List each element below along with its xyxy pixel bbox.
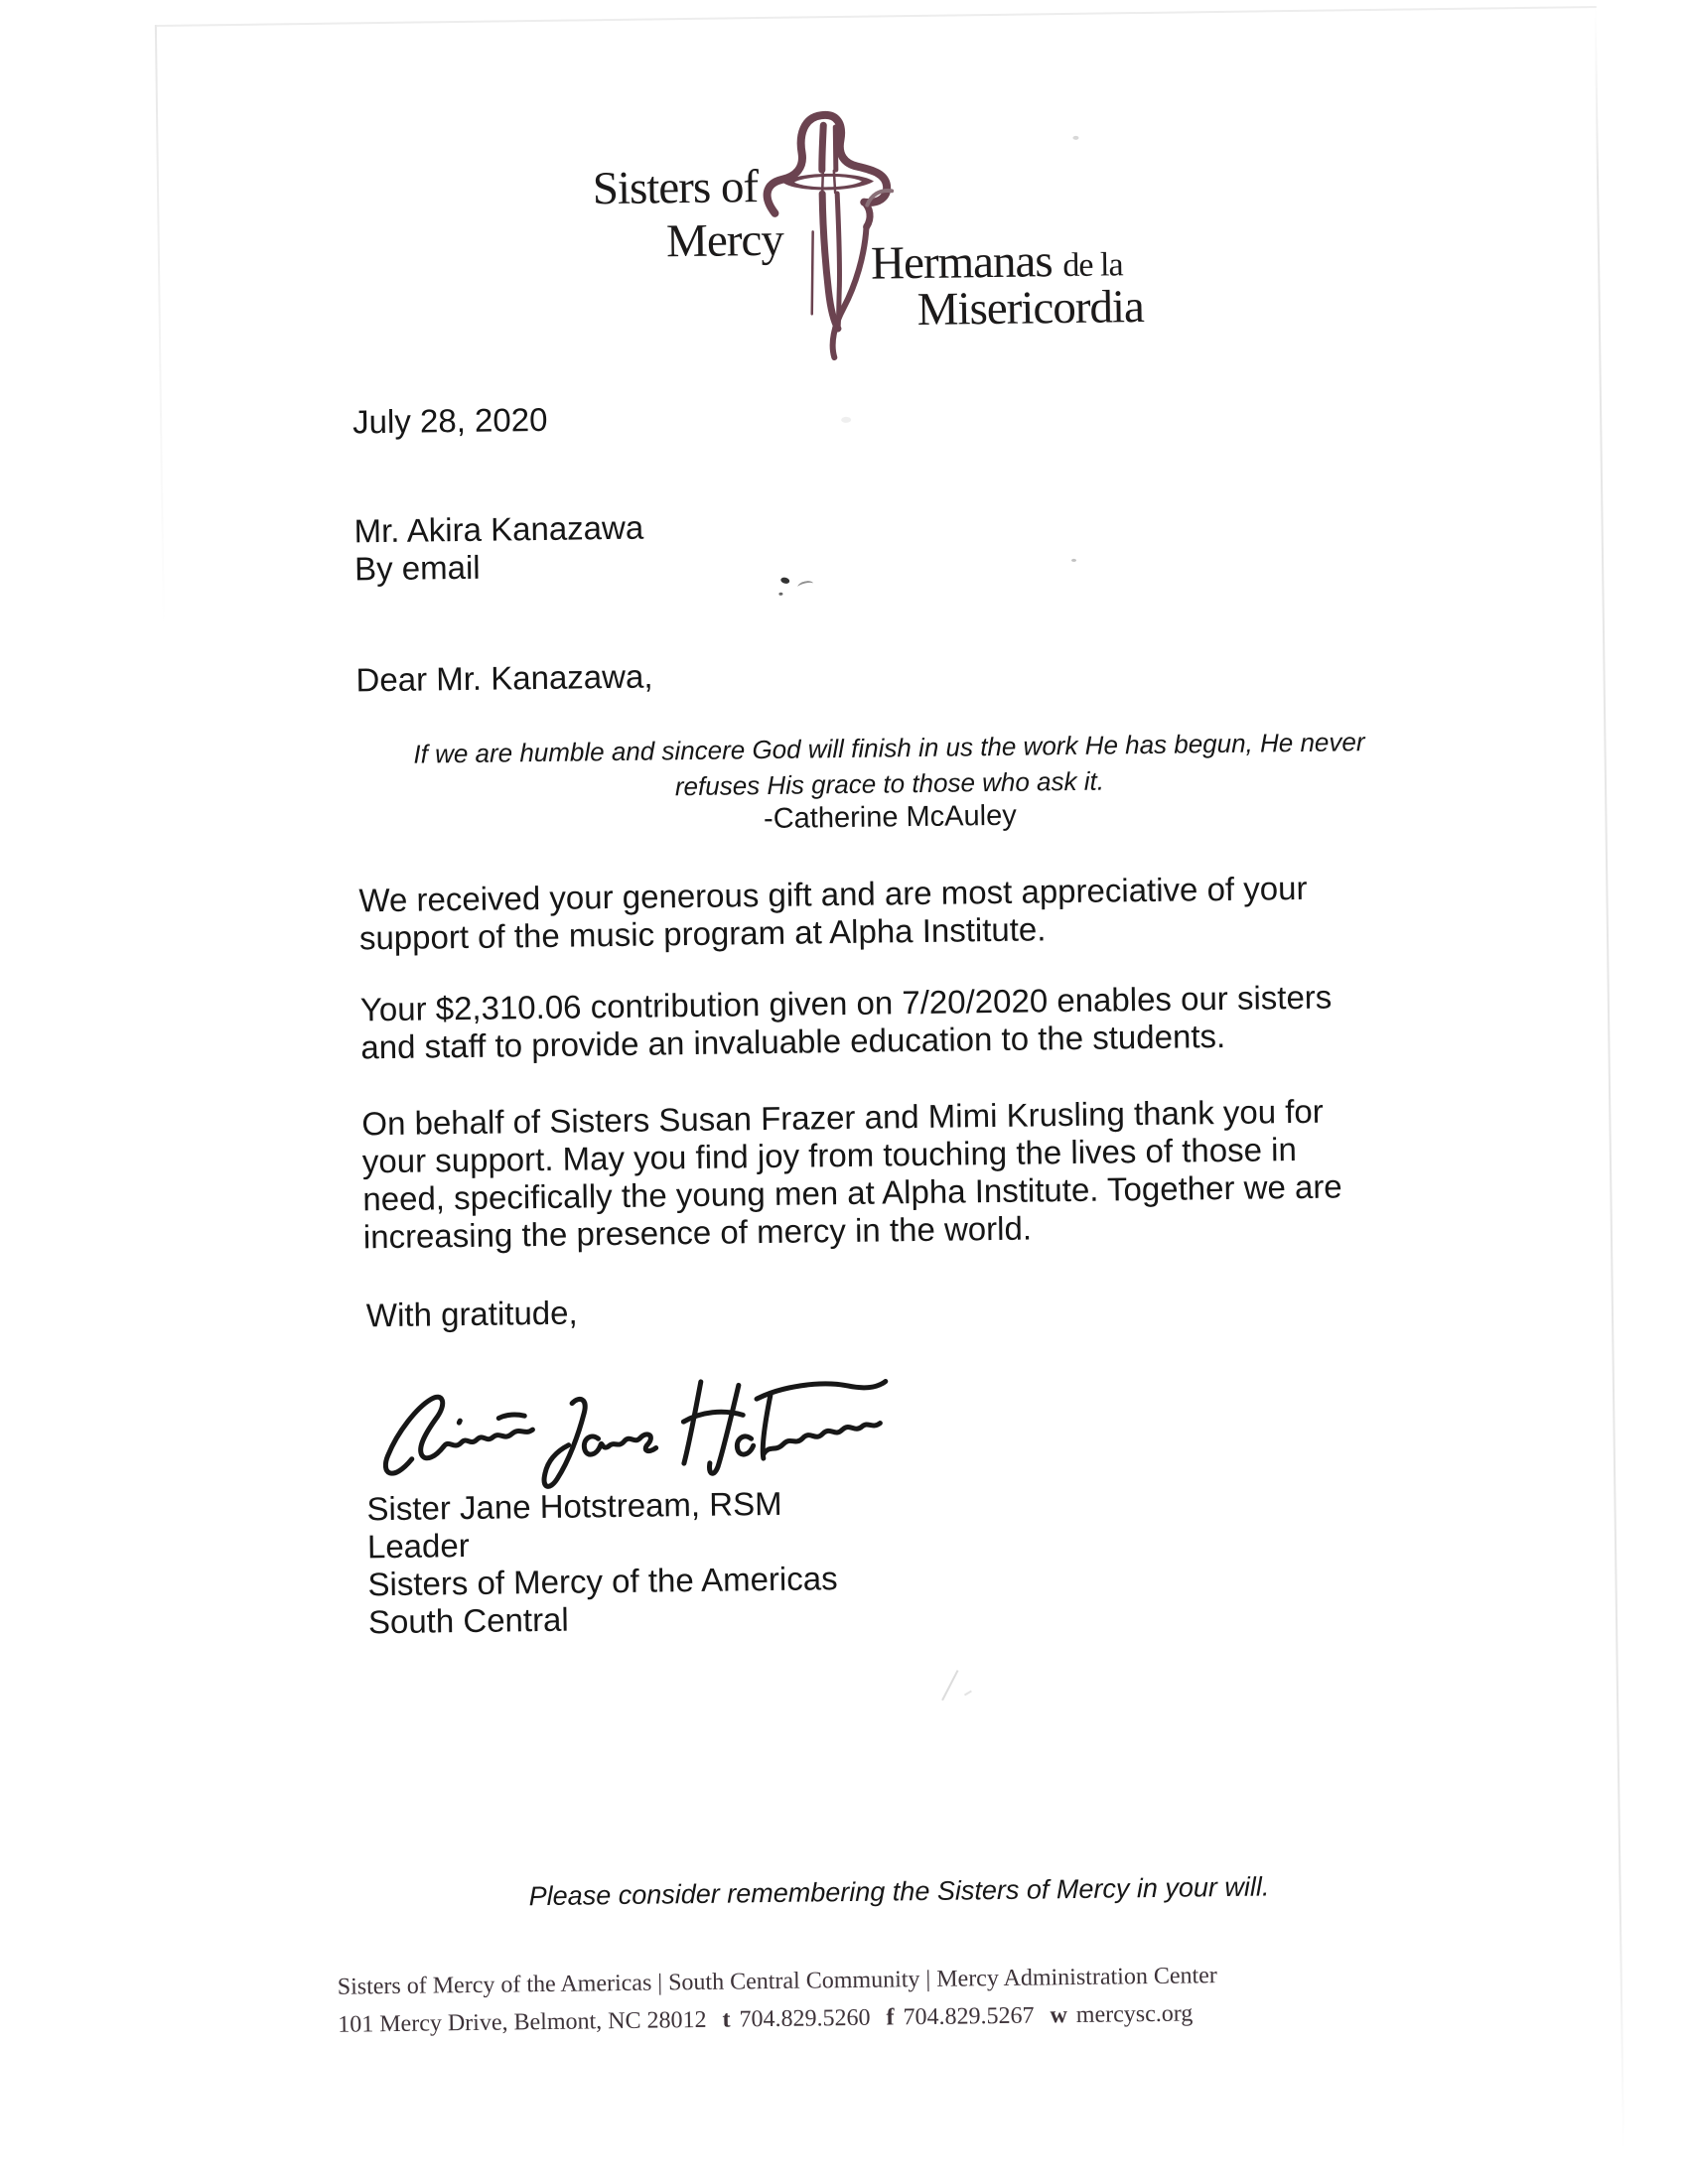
- footer-fax-label: f: [886, 2004, 895, 2031]
- signoff-block: Sister Jane Hotstream, RSM Leader Sisters of Mercy of the Americas South Central: [366, 1484, 838, 1641]
- quote-attribution: -Catherine McAuley: [763, 799, 1017, 836]
- scan-edge-left: [155, 25, 165, 630]
- paragraph-2: Your $2,310.06 contribution given on 7/20/2020 enables our sisters and staff to provide an invaluable education to the students.: [359, 978, 1333, 1066]
- footer-organization-line: Sisters of Mercy of the Americas | South Central Community | Mercy Administration Center: [337, 1963, 1217, 2000]
- logo-text-sisters-of: Sisters of: [592, 161, 759, 215]
- footer-address: 101 Mercy Drive, Belmont, NC 28012: [338, 2006, 707, 2038]
- scan-edge-right: [1595, 6, 1624, 2150]
- bequest-note: Please consider remembering the Sisters of Mercy in your will.: [528, 1871, 1270, 1912]
- logo-text-mercy: Mercy: [665, 213, 784, 268]
- logo-text-de-la: de la: [1062, 246, 1123, 285]
- scan-speck: [797, 580, 814, 591]
- salutation: Dear Mr. Kanazawa,: [355, 657, 653, 699]
- scan-speck: [778, 593, 782, 596]
- letter-date: July 28, 2020: [352, 400, 548, 441]
- footer-website: mercysc.org: [1075, 2000, 1194, 2029]
- footer-fax: 704.829.5267: [903, 2002, 1035, 2031]
- footer-phone: 704.829.5260: [739, 2004, 871, 2033]
- footer-web-label: w: [1050, 2002, 1068, 2029]
- logo-text-hermanas: [870, 235, 1123, 290]
- logo-text-misericordia: Misericordia: [916, 280, 1145, 336]
- scan-speck: [841, 417, 851, 423]
- paragraph-3: On behalf of Sisters Susan Frazer and Mimi Krusling thank you for your support. May you find joy from touching the lives of those in need, specifically the young men at Alpha Institute. Together we are increasing the presence of mercy in the world.: [361, 1092, 1342, 1256]
- scan-speck: [941, 1670, 958, 1701]
- paragraph-1: We received your generous gift and are most appreciative of your support of the music program at Alpha Institute.: [358, 869, 1308, 957]
- scan-edge-top: [157, 6, 1597, 27]
- scan-speck: [964, 1691, 972, 1697]
- letterhead-footer: [338, 1957, 1218, 2044]
- handwritten-signature: [373, 1357, 892, 1503]
- scan-speck: [1072, 136, 1078, 140]
- scan-speck: [1071, 559, 1076, 562]
- closing: With gratitude,: [365, 1294, 578, 1334]
- mercy-cross-icon: [752, 96, 906, 362]
- opening-quote: If we are humble and sincere God will finish in us the work He has begun, He never refuses His grace to those who ask it.: [413, 727, 1365, 802]
- scan-speck: [780, 577, 790, 585]
- logo-text-hermanas-word: Hermanas: [870, 235, 1053, 290]
- footer-phone-label: t: [722, 2006, 731, 2033]
- recipient-block: Mr. Akira Kanazawa By email: [353, 508, 644, 588]
